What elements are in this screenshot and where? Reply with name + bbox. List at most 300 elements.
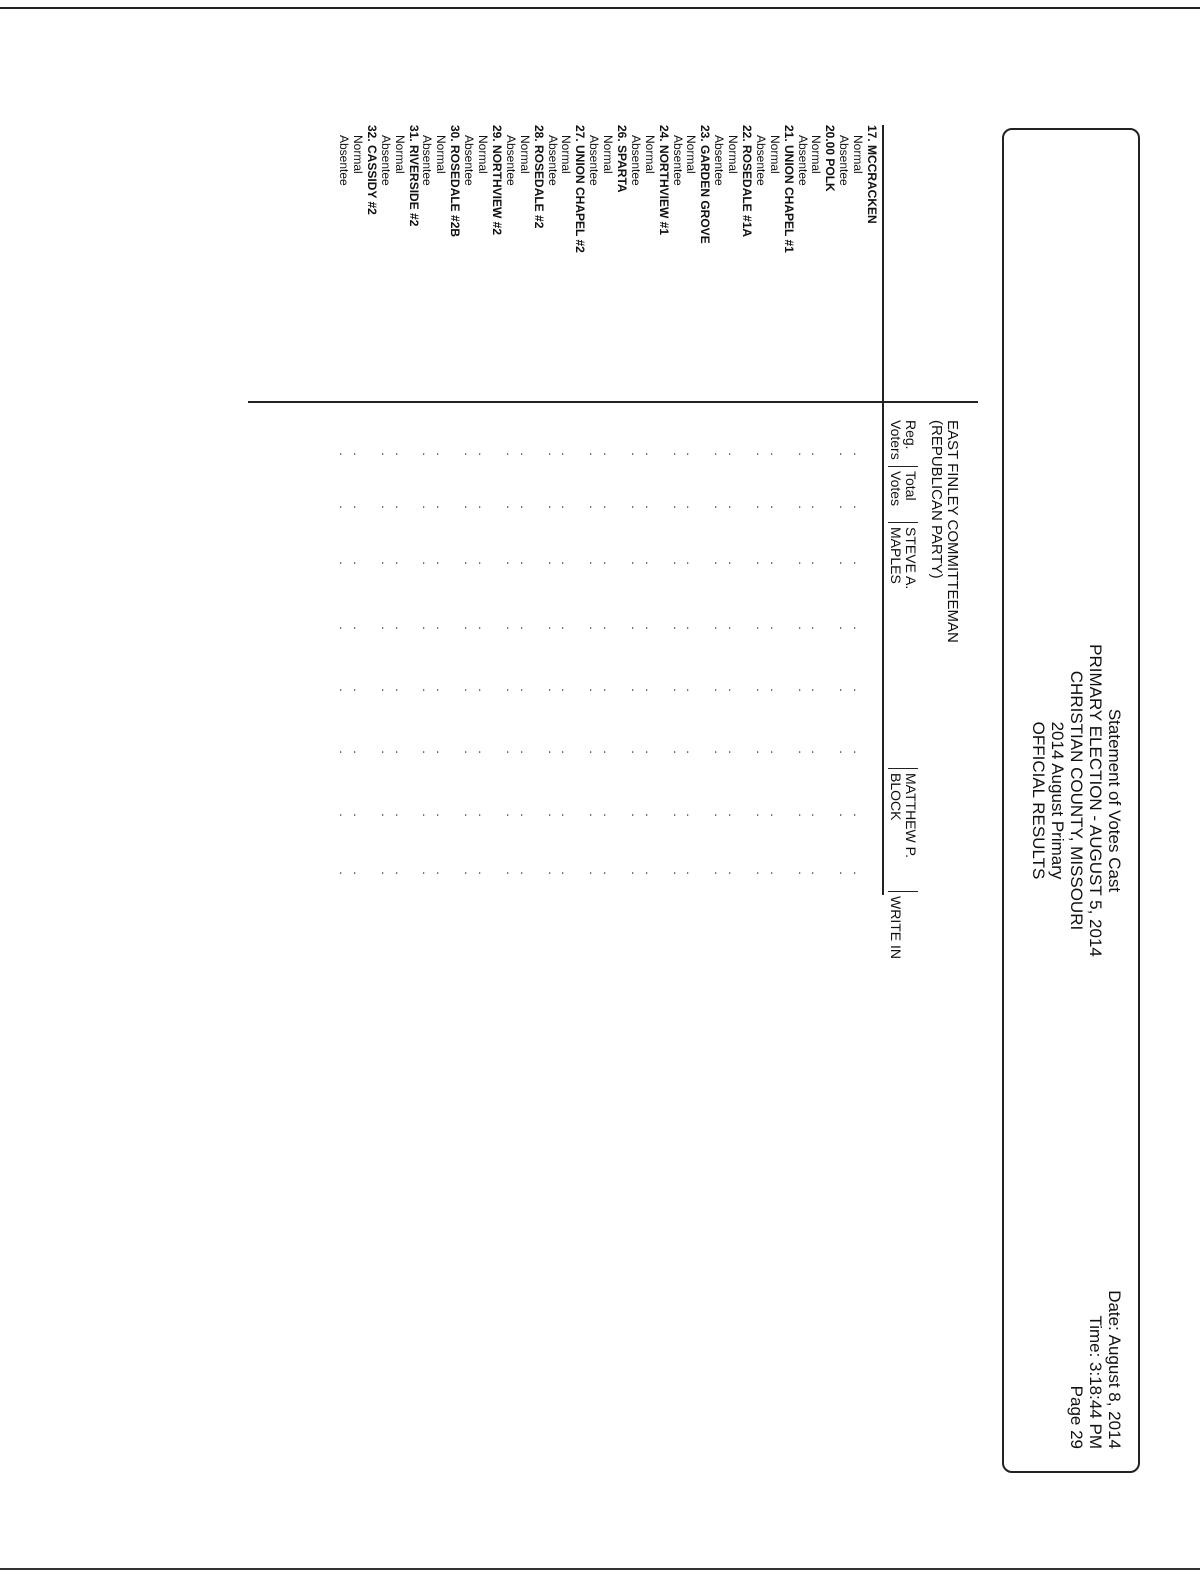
precinct-normal-row [725, 125, 739, 895]
empty-cell-dot: . [809, 505, 824, 509]
ballot-type-label: Absentee [628, 135, 643, 186]
precinct-normal-row [517, 125, 531, 895]
precinct-absentee-row [378, 125, 392, 895]
empty-cell-dot: . [503, 813, 518, 817]
empty-cell-dot: . [753, 750, 768, 754]
empty-cell-dot: . [434, 688, 449, 692]
precinct-normal-row [642, 125, 656, 895]
empty-cell-dot: . [378, 452, 393, 456]
empty-cell-dot: . [809, 871, 824, 875]
empty-cell-dot: . [767, 452, 782, 456]
empty-cell-dot: . [517, 452, 532, 456]
ballot-type-label: Absentee [503, 135, 518, 186]
column-header-candidate-1-line-2: MAPLES [888, 527, 904, 584]
empty-cell-dot: . [628, 626, 643, 630]
contest-name: EAST FINLEY COMMITTEEMAN [944, 420, 961, 643]
top-page-rule [0, 7, 1200, 9]
empty-cell-dot: . [684, 871, 699, 875]
empty-cell-dot: . [559, 626, 574, 630]
empty-cell-dot: . [753, 452, 768, 456]
empty-cell-dot: . [462, 505, 477, 509]
empty-cell-dot: . [851, 626, 866, 630]
precinct-row [781, 125, 795, 895]
empty-cell-dot: . [420, 813, 435, 817]
column-header-reg-voters-line-1: Reg. [903, 420, 919, 450]
empty-cell-dot: . [767, 813, 782, 817]
empty-cell-dot: . [476, 688, 491, 692]
empty-cell-dot: . [420, 626, 435, 630]
ballot-type-label: Normal [559, 135, 574, 174]
empty-cell-dot: . [517, 626, 532, 630]
title-line-4: 2014 August Primary [1048, 721, 1067, 880]
precinct-absentee-row [670, 125, 684, 895]
report-time: Time: 3:18:44 PM [1086, 1315, 1105, 1449]
empty-cell-dot: . [503, 561, 518, 565]
empty-cell-dot: . [462, 871, 477, 875]
precinct-absentee-row [753, 125, 767, 895]
empty-cell-dot: . [503, 626, 518, 630]
ballot-type-label: Normal [351, 135, 366, 174]
empty-cell-dot: . [628, 813, 643, 817]
empty-cell-dot: . [684, 688, 699, 692]
empty-cell-dot: . [851, 813, 866, 817]
empty-cell-dot: . [851, 871, 866, 875]
empty-cell-dot: . [642, 561, 657, 565]
empty-cell-dot: . [420, 561, 435, 565]
precinct-results-table [336, 125, 878, 895]
empty-cell-dot: . [628, 871, 643, 875]
empty-cell-dot: . [434, 561, 449, 565]
precinct-absentee-row [461, 125, 475, 895]
empty-cell-dot: . [559, 750, 574, 754]
empty-cell-dot: . [503, 505, 518, 509]
precinct-absentee-row [545, 125, 559, 895]
empty-cell-dot: . [392, 813, 407, 817]
empty-cell-dot: . [837, 561, 852, 565]
empty-cell-dot: . [517, 561, 532, 565]
precinct-name: 31. RIVERSIDE #2 [406, 125, 421, 227]
empty-cell-dot: . [753, 626, 768, 630]
empty-cell-dot: . [559, 688, 574, 692]
empty-cell-dot: . [642, 688, 657, 692]
precinct-row [656, 125, 670, 895]
empty-cell-dot: . [642, 452, 657, 456]
empty-cell-dot: . [753, 871, 768, 875]
empty-cell-dot: . [601, 626, 616, 630]
empty-cell-dot: . [503, 871, 518, 875]
empty-cell-dot: . [545, 813, 560, 817]
empty-cell-dot: . [712, 505, 727, 509]
empty-cell-dot: . [337, 452, 352, 456]
empty-cell-dot: . [434, 452, 449, 456]
empty-cell-dot: . [795, 688, 810, 692]
empty-cell-dot: . [545, 505, 560, 509]
empty-cell-dot: . [392, 452, 407, 456]
empty-cell-dot: . [726, 505, 741, 509]
empty-cell-dot: . [559, 561, 574, 565]
empty-cell-dot: . [476, 561, 491, 565]
empty-cell-dot: . [684, 813, 699, 817]
empty-cell-dot: . [392, 561, 407, 565]
precinct-absentee-row [336, 125, 350, 895]
precinct-name: 22. ROSEDALE #1A [739, 125, 754, 238]
ballot-type-label: Absentee [462, 135, 477, 186]
empty-cell-dot: . [476, 452, 491, 456]
ballot-type-label: Normal [434, 135, 449, 174]
precinct-normal-row [350, 125, 364, 895]
column-header-write-in [888, 896, 903, 959]
title-line-2: PRIMARY ELECTION - AUGUST 5, 2014 [1086, 644, 1105, 957]
empty-cell-dot: . [559, 452, 574, 456]
empty-cell-dot: . [670, 871, 685, 875]
empty-cell-dot: . [809, 750, 824, 754]
precinct-normal-row [850, 125, 864, 895]
empty-cell-dot: . [337, 505, 352, 509]
empty-cell-dot: . [837, 626, 852, 630]
precinct-normal-row [434, 125, 448, 895]
empty-cell-dot: . [837, 505, 852, 509]
empty-cell-dot: . [351, 750, 366, 754]
column-separator [888, 768, 918, 769]
empty-cell-dot: . [795, 452, 810, 456]
empty-cell-dot: . [434, 505, 449, 509]
empty-cell-dot: . [684, 505, 699, 509]
empty-cell-dot: . [517, 750, 532, 754]
empty-cell-dot: . [378, 688, 393, 692]
empty-cell-dot: . [726, 452, 741, 456]
ballot-type-label: Normal [767, 135, 782, 174]
empty-cell-dot: . [337, 688, 352, 692]
empty-cell-dot: . [559, 813, 574, 817]
empty-cell-dot: . [517, 688, 532, 692]
report-header-box [1002, 128, 1140, 1473]
precinct-row [822, 125, 836, 895]
empty-cell-dot: . [837, 813, 852, 817]
empty-cell-dot: . [726, 750, 741, 754]
empty-cell-dot: . [476, 626, 491, 630]
precinct-row [447, 125, 461, 895]
empty-cell-dot: . [767, 626, 782, 630]
empty-cell-dot: . [712, 750, 727, 754]
empty-cell-dot: . [837, 750, 852, 754]
precinct-name: 24. NORTHVIEW #1 [656, 125, 671, 236]
empty-cell-dot: . [601, 871, 616, 875]
precinct-name: 17. MCCRACKEN [865, 125, 879, 224]
empty-cell-dot: . [670, 813, 685, 817]
empty-cell-dot: . [795, 871, 810, 875]
precinct-name: 30. ROSEDALE #2B [448, 125, 463, 238]
column-header-write-in-line-1: WRITE IN [888, 896, 904, 959]
precinct-normal-row [475, 125, 489, 895]
empty-cell-dot: . [517, 813, 532, 817]
empty-cell-dot: . [601, 813, 616, 817]
empty-cell-dot: . [378, 505, 393, 509]
precinct-row [614, 125, 628, 895]
empty-cell-dot: . [809, 561, 824, 565]
ballot-type-label: Normal [684, 135, 699, 174]
ballot-type-label: Normal [642, 135, 657, 174]
empty-cell-dot: . [642, 750, 657, 754]
empty-cell-dot: . [545, 688, 560, 692]
empty-cell-dot: . [378, 750, 393, 754]
empty-cell-dot: . [392, 871, 407, 875]
empty-cell-dot: . [628, 561, 643, 565]
empty-cell-dot: . [351, 505, 366, 509]
ballot-type-label: Normal [809, 135, 824, 174]
empty-cell-dot: . [392, 688, 407, 692]
empty-cell-dot: . [601, 452, 616, 456]
empty-cell-dot: . [587, 871, 602, 875]
empty-cell-dot: . [753, 813, 768, 817]
empty-cell-dot: . [837, 871, 852, 875]
empty-cell-dot: . [462, 561, 477, 565]
empty-cell-dot: . [684, 452, 699, 456]
empty-cell-dot: . [462, 750, 477, 754]
empty-cell-dot: . [587, 452, 602, 456]
empty-cell-dot: . [684, 626, 699, 630]
empty-cell-dot: . [753, 688, 768, 692]
empty-cell-dot: . [670, 626, 685, 630]
column-header-candidate-2-line-2: BLOCK [888, 773, 904, 821]
empty-cell-dot: . [767, 871, 782, 875]
empty-cell-dot: . [351, 813, 366, 817]
empty-cell-dot: . [767, 561, 782, 565]
empty-cell-dot: . [351, 626, 366, 630]
empty-cell-dot: . [712, 813, 727, 817]
ballot-type-label: Absentee [378, 135, 393, 186]
precinct-name: 26. SPARTA [614, 125, 629, 193]
empty-cell-dot: . [851, 750, 866, 754]
ballot-type-label: Absentee [753, 135, 768, 186]
column-separator [888, 522, 918, 523]
ballot-type-label: Absentee [670, 135, 685, 186]
empty-cell-dot: . [670, 688, 685, 692]
precinct-name: 23. GARDEN GROVE [698, 125, 713, 244]
empty-cell-dot: . [420, 750, 435, 754]
empty-cell-dot: . [670, 505, 685, 509]
empty-cell-dot: . [601, 688, 616, 692]
empty-cell-dot: . [337, 561, 352, 565]
contest-title [928, 420, 960, 920]
title-line-1: Statement of Votes Cast [1105, 708, 1124, 893]
title-line-3: CHRISTIAN COUNTY, MISSOURI [1067, 670, 1086, 931]
ballot-type-label: Normal [851, 135, 866, 174]
empty-cell-dot: . [337, 750, 352, 754]
empty-cell-dot: . [434, 871, 449, 875]
empty-cell-dot: . [559, 505, 574, 509]
empty-cell-dot: . [670, 452, 685, 456]
empty-cell-dot: . [587, 505, 602, 509]
empty-cell-dot: . [378, 813, 393, 817]
precinct-absentee-row [586, 125, 600, 895]
empty-cell-dot: . [462, 688, 477, 692]
precinct-row [739, 125, 753, 895]
precinct-name: 21. UNION CHAPEL #1 [781, 125, 796, 253]
empty-cell-dot: . [434, 626, 449, 630]
empty-cell-dot: . [517, 505, 532, 509]
empty-cell-dot: . [545, 452, 560, 456]
empty-cell-dot: . [601, 561, 616, 565]
empty-cell-dot: . [795, 813, 810, 817]
empty-cell-dot: . [378, 626, 393, 630]
empty-cell-dot: . [837, 452, 852, 456]
empty-cell-dot: . [767, 505, 782, 509]
empty-cell-dot: . [726, 813, 741, 817]
empty-cell-dot: . [462, 813, 477, 817]
empty-cell-dot: . [642, 626, 657, 630]
ballot-type-label: Normal [476, 135, 491, 174]
empty-cell-dot: . [851, 452, 866, 456]
precinct-normal-row [767, 125, 781, 895]
empty-cell-dot: . [753, 561, 768, 565]
precinct-row [697, 125, 711, 895]
column-separator [888, 891, 918, 892]
empty-cell-dot: . [753, 505, 768, 509]
empty-cell-dot: . [378, 871, 393, 875]
empty-cell-dot: . [462, 626, 477, 630]
empty-cell-dot: . [726, 561, 741, 565]
empty-cell-dot: . [726, 688, 741, 692]
bottom-page-rule [0, 1568, 1200, 1570]
empty-cell-dot: . [767, 750, 782, 754]
empty-cell-dot: . [476, 871, 491, 875]
empty-cell-dot: . [601, 750, 616, 754]
empty-cell-dot: . [712, 688, 727, 692]
empty-cell-dot: . [809, 813, 824, 817]
empty-cell-dot: . [795, 505, 810, 509]
precinct-absentee-row [795, 125, 809, 895]
empty-cell-dot: . [726, 871, 741, 875]
precinct-row [406, 125, 420, 895]
report-title-block [1029, 130, 1124, 1471]
empty-cell-dot: . [851, 688, 866, 692]
ballot-type-label: Absentee [545, 135, 560, 186]
empty-cell-dot: . [476, 505, 491, 509]
empty-cell-dot: . [587, 750, 602, 754]
empty-cell-dot: . [351, 688, 366, 692]
empty-cell-dot: . [851, 561, 866, 565]
precinct-name: 29. NORTHVIEW #2 [489, 125, 504, 236]
ballot-type-label: Absentee [587, 135, 602, 186]
empty-cell-dot: . [587, 626, 602, 630]
precinct-normal-row [600, 125, 614, 895]
ballot-type-label: Absentee [837, 135, 852, 186]
empty-cell-dot: . [392, 626, 407, 630]
empty-cell-dot: . [712, 626, 727, 630]
empty-cell-dot: . [809, 452, 824, 456]
empty-cell-dot: . [559, 871, 574, 875]
ballot-type-label: Absentee [712, 135, 727, 186]
precinct-name: 32. CASSIDY #2 [364, 125, 379, 215]
empty-cell-dot: . [462, 452, 477, 456]
column-header-candidate-1 [888, 527, 918, 589]
column-header-candidate-2-line-1: MATTHEW P. [903, 773, 919, 859]
precinct-row [864, 125, 878, 895]
precinct-absentee-row [711, 125, 725, 895]
empty-cell-dot: . [684, 750, 699, 754]
empty-cell-dot: . [503, 688, 518, 692]
empty-cell-dot: . [503, 452, 518, 456]
precinct-normal-row [684, 125, 698, 895]
empty-cell-dot: . [392, 750, 407, 754]
precinct-normal-row [559, 125, 573, 895]
ballot-type-label: Absentee [337, 135, 352, 186]
empty-cell-dot: . [545, 561, 560, 565]
precinct-normal-row [809, 125, 823, 895]
ballot-type-label: Absentee [795, 135, 810, 186]
column-header-reg-voters [888, 420, 918, 460]
empty-cell-dot: . [767, 688, 782, 692]
empty-cell-dot: . [434, 813, 449, 817]
empty-cell-dot: . [809, 626, 824, 630]
empty-cell-dot: . [670, 750, 685, 754]
empty-cell-dot: . [476, 813, 491, 817]
empty-cell-dot: . [587, 813, 602, 817]
empty-cell-dot: . [545, 871, 560, 875]
empty-cell-dot: . [712, 452, 727, 456]
empty-cell-dot: . [642, 505, 657, 509]
empty-cell-dot: . [517, 871, 532, 875]
empty-cell-dot: . [726, 626, 741, 630]
precinct-row [364, 125, 378, 895]
column-header-total-votes-line-1: Total [903, 471, 919, 501]
empty-cell-dot: . [628, 750, 643, 754]
report-meta-block [1067, 1290, 1124, 1449]
empty-cell-dot: . [851, 505, 866, 509]
column-header-total-votes [888, 471, 918, 506]
empty-cell-dot: . [628, 505, 643, 509]
empty-cell-dot: . [476, 750, 491, 754]
empty-cell-dot: . [337, 813, 352, 817]
precinct-name: 28. ROSEDALE #2 [531, 125, 546, 229]
empty-cell-dot: . [337, 871, 352, 875]
precinct-name: 27. UNION CHAPEL #2 [573, 125, 588, 253]
column-separator [888, 466, 918, 467]
column-header-total-votes-line-2: Votes [888, 471, 904, 507]
report-date: Date: August 8, 2014 [1105, 1290, 1124, 1449]
precinct-absentee-row [503, 125, 517, 895]
ballot-type-label: Normal [601, 135, 616, 174]
precinct-row [531, 125, 545, 895]
empty-cell-dot: . [809, 688, 824, 692]
title-line-5: OFFICIAL RESULTS [1029, 721, 1048, 880]
empty-cell-dot: . [420, 505, 435, 509]
empty-cell-dot: . [837, 688, 852, 692]
empty-cell-dot: . [712, 561, 727, 565]
empty-cell-dot: . [351, 452, 366, 456]
precinct-absentee-row [420, 125, 434, 895]
empty-cell-dot: . [420, 688, 435, 692]
precinct-name: 20.00 POLK [823, 125, 838, 192]
empty-cell-dot: . [545, 626, 560, 630]
column-header-reg-voters-line-2: Voters [888, 420, 904, 460]
empty-cell-dot: . [670, 561, 685, 565]
empty-cell-dot: . [392, 505, 407, 509]
empty-cell-dot: . [434, 750, 449, 754]
ballot-type-label: Absentee [420, 135, 435, 186]
empty-cell-dot: . [642, 871, 657, 875]
empty-cell-dot: . [795, 750, 810, 754]
empty-cell-dot: . [420, 452, 435, 456]
empty-cell-dot: . [628, 688, 643, 692]
report-sheet [150, 120, 1150, 1480]
empty-cell-dot: . [628, 452, 643, 456]
precinct-absentee-row [836, 125, 850, 895]
empty-cell-dot: . [378, 561, 393, 565]
precinct-row [489, 125, 503, 895]
empty-cell-dot: . [712, 871, 727, 875]
empty-cell-dot: . [684, 561, 699, 565]
